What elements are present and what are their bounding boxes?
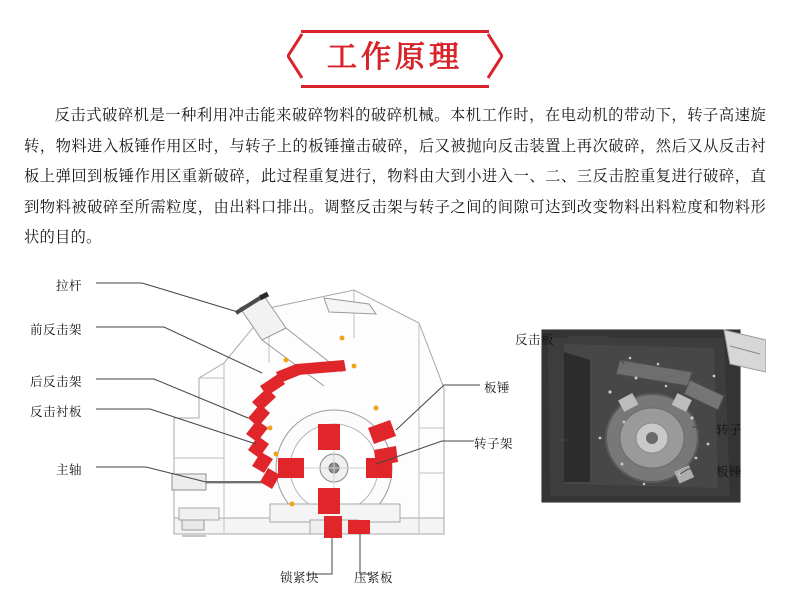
title-banner-wrapper [0, 30, 790, 88]
label-locking-block: 锁紧块 [280, 570, 320, 585]
title-banner [301, 30, 489, 88]
label-main-shaft: 主轴 [56, 462, 83, 477]
page-title: 工作原理 [327, 40, 463, 75]
principle-diagram [24, 268, 766, 598]
diagram-graphics [24, 268, 766, 598]
label-blow-bar-left: 板锤 [484, 380, 511, 395]
label-blow-bar-right: 板锤 [716, 464, 743, 479]
label-impact-plate: 反击板 [515, 332, 555, 347]
chevron-left-icon [287, 33, 303, 85]
label-impact-liner: 反击衬板 [30, 404, 83, 419]
label-clamping-plate: 压紧板 [354, 570, 394, 585]
chevron-right-icon [487, 33, 503, 85]
description-paragraph: 反击式破碎机是一种利用冲击能来破碎物料的破碎机械。本机工作时，在电动机的带动下，转子高速旋转，物料进入板锤作用区时，与转子上的板锤撞击破碎，后又被抛向反击装置上再次破碎，然后又从反击衬板上弹回到板锤作用区重新破碎，此过程重复进行，物料由大到小进入一、二、三反击腔重复进行破碎，直到物料被破碎至所需粒度，由出料口排出。调整反击架与转子之间的间隙可达到改变物料出料粒度和物料形状的目的。 [24, 106, 766, 247]
label-tie-rod: 拉杆 [56, 278, 83, 293]
label-front-impact-frame: 前反击架 [30, 322, 83, 337]
label-rear-impact-frame: 后反击架 [30, 374, 83, 389]
label-rotor: 转子 [716, 422, 743, 437]
label-rotor-frame: 转子架 [474, 436, 514, 451]
